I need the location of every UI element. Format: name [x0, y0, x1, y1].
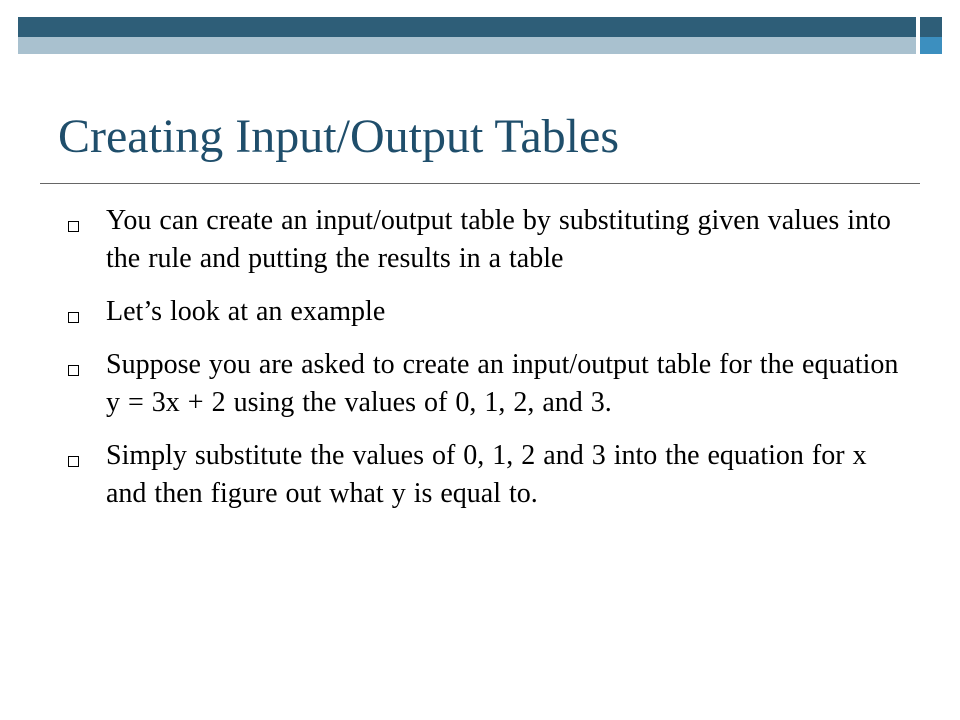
header-square-blue — [920, 37, 942, 54]
slide-title: Creating Input/Output Tables — [58, 110, 619, 163]
title-divider — [40, 183, 920, 184]
header-bar-light — [18, 37, 916, 54]
hollow-square-bullet-icon — [68, 312, 79, 323]
bullet-text: Simply substitute the values of 0, 1, 2 and 3 into the equation for x and then figure out what y is equal to. — [106, 440, 867, 509]
bullet-item — [60, 293, 900, 331]
bullet-item — [60, 202, 900, 278]
bullet-text: Suppose you are asked to create an input/output table for the equation y = 3x + 2 using the values of 0, 1, 2, and 3. — [106, 349, 899, 418]
bullet-text: You can create an input/output table by substituting given values into the rule and putting the results in a table — [106, 205, 891, 274]
hollow-square-bullet-icon — [68, 221, 79, 232]
bullet-text: Let’s look at an example — [106, 296, 386, 327]
header-square-dark — [920, 17, 942, 37]
hollow-square-bullet-icon — [68, 456, 79, 467]
header-decoration-band — [0, 0, 960, 58]
bullet-list — [60, 202, 900, 528]
header-bar-dark — [18, 17, 916, 37]
bullet-item — [60, 346, 900, 422]
bullet-item — [60, 437, 900, 513]
hollow-square-bullet-icon — [68, 365, 79, 376]
